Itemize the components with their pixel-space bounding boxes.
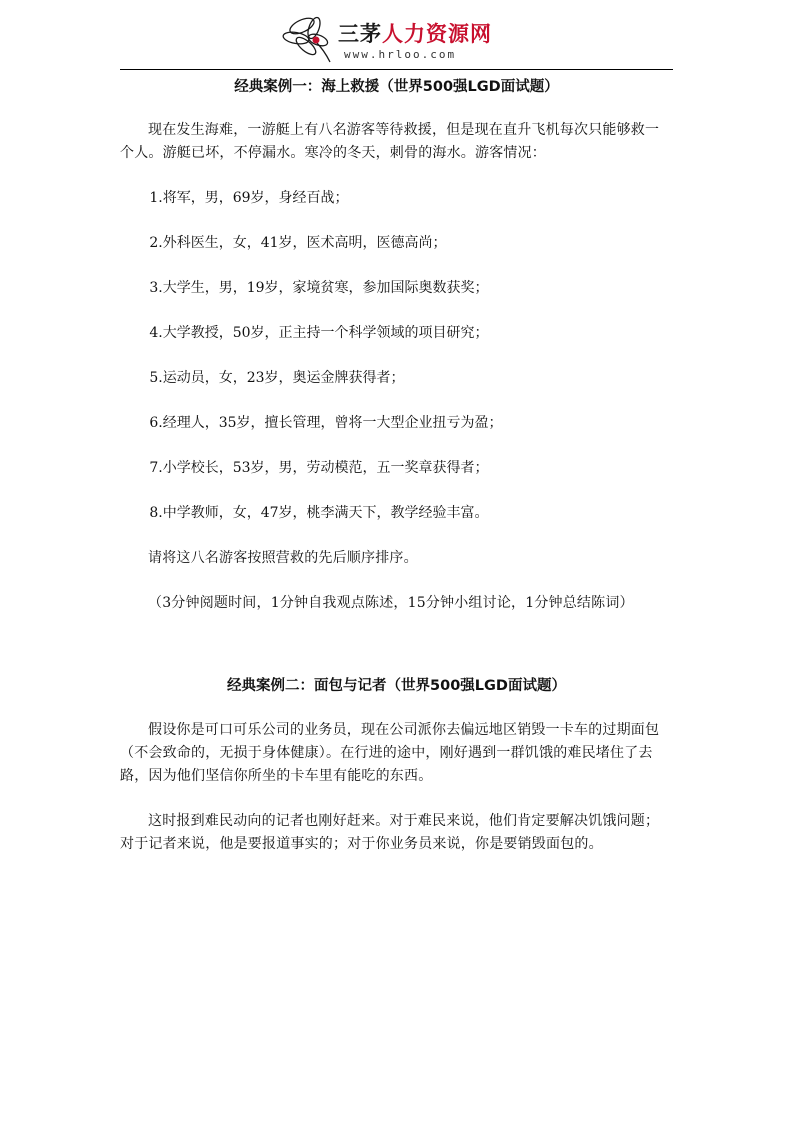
list-item: 3.大学生，男，19岁，家境贫寒，参加国际奥数获奖； — [149, 280, 489, 296]
case2-paragraph-1: 假设你是可口可乐公司的业务员，现在公司派你去偏远地区销毁一卡车的过期面包（不会致命的，无损于身体健康）。在行进的途中，刚好遇到一群饥饿的难民堵住了去路，因为他们坚信你所坐的卡车里有能吃的东西。 — [120, 722, 660, 784]
case2-paragraph-2: 这时报到难民动向的记者也刚好赶来。对于难民来说，他们肯定要解决饥饿问题；对于记者来说，他是要报道事实的；对于你业务员来说，你是要销毁面包的。 — [120, 813, 660, 852]
logo-title — [338, 18, 492, 48]
site-logo[interactable] — [280, 10, 520, 66]
logo-url[interactable]: www.hrloo.com — [344, 48, 457, 61]
flower-logo-icon — [280, 10, 340, 66]
list-item: 5.运动员，女，23岁，奥运金牌获得者； — [149, 370, 405, 386]
list-item: 1.将军，男，69岁，身经百战； — [149, 190, 349, 206]
list-item: 7.小学校长，53岁，男，劳动模范，五一奖章获得者； — [149, 460, 489, 476]
header-divider — [120, 69, 673, 70]
case2-title: 经典案例二：面包与记者（世界500强LGD面试题） — [227, 678, 566, 694]
document-body — [120, 72, 673, 856]
list-item: 4.大学教授，50岁，正主持一个科学领域的项目研究； — [149, 325, 489, 341]
page-header — [120, 10, 673, 70]
case1-task: 请将这八名游客按照营救的先后顺序排序。 — [148, 550, 418, 566]
case1-intro: 现在发生海难，一游艇上有八名游客等待救援，但是现在直升飞机每次只能够救一个人。游艇已坏，不停漏水。寒冷的冬天，刺骨的海水。游客情况： — [120, 122, 660, 161]
list-item: 6.经理人，35岁，擅长管理，曾将一大型企业扭亏为盈； — [149, 415, 503, 431]
case1-title: 经典案例一：海上救援（世界500强LGD面试题） — [234, 79, 559, 95]
list-item: 2.外科医生，女，41岁，医术高明，医德高尚； — [149, 235, 447, 251]
case1-time-note: （3分钟阅题时间，1分钟自我观点陈述，15分钟小组讨论，1分钟总结陈词） — [148, 595, 634, 611]
list-item: 8.中学教师，女，47岁，桃李满天下，教学经验丰富。 — [149, 505, 489, 521]
logo-title-text: 三茅人力资源网 — [338, 22, 492, 46]
